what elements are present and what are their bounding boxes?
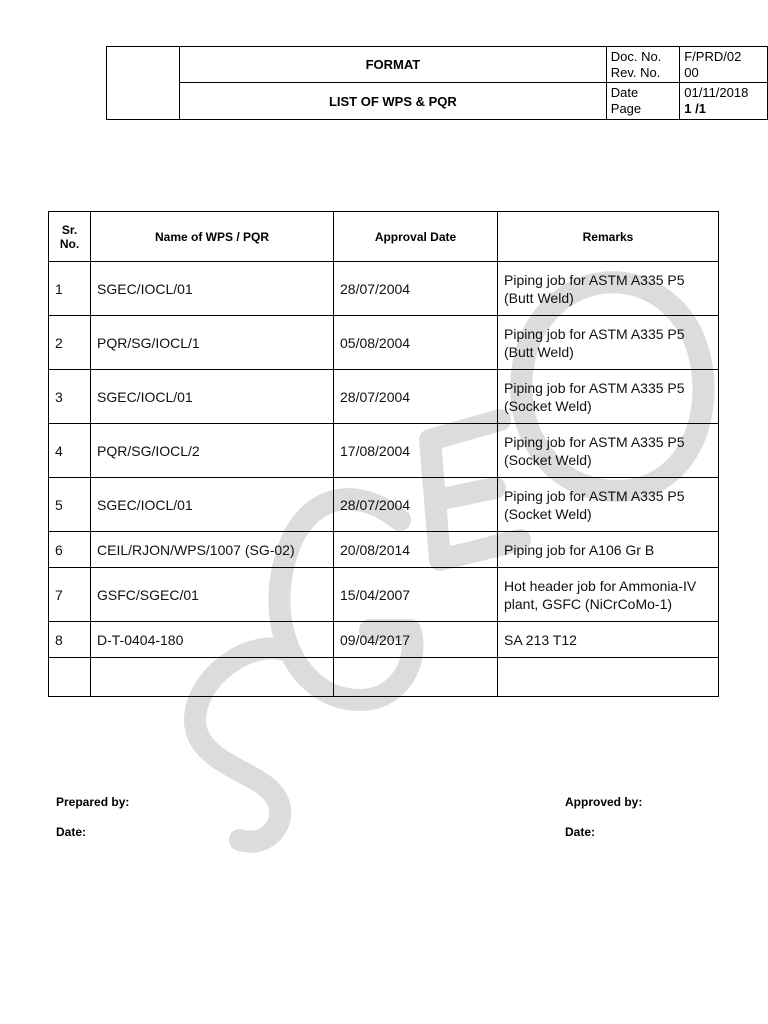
cell-date: 05/08/2004 [334,316,498,370]
format-title: FORMAT [179,47,606,83]
table-row [49,622,719,658]
prepared-date-label: Date: [56,825,87,839]
page-number: 1 /1 [684,101,706,116]
cell-name: SGEC/IOCL/01 [91,370,334,424]
table-row [49,532,719,568]
cell-date: 28/07/2004 [334,370,498,424]
table-row [49,316,719,370]
meta-labels-top: Doc. No. Rev. No. [606,47,679,83]
meta-values-bottom: 01/11/2018 1 /1 [680,83,768,120]
approved-by-label: Approved by: [565,795,643,809]
cell-name: CEIL/RJON/WPS/1007 (SG-02) [91,532,334,568]
document-header [106,46,768,120]
col-header-remarks: Remarks [498,212,719,262]
prepared-by-label: Prepared by: [56,795,130,809]
logo-cell [107,47,180,120]
cell-sr: 4 [49,424,91,478]
cell-date: 20/08/2014 [334,532,498,568]
approved-date-label: Date: [565,825,596,839]
cell-name: D-T-0404-180 [91,622,334,658]
table-row [49,262,719,316]
cell-name: SGEC/IOCL/01 [91,478,334,532]
wps-pqr-table [48,211,719,697]
table-row-empty [49,658,719,697]
format-subtitle: LIST OF WPS & PQR [179,83,606,120]
cell-date: 15/04/2007 [334,568,498,622]
cell-remarks: Piping job for ASTM A335 P5 (Butt Weld) [498,316,719,370]
cell-name: GSFC/SGEC/01 [91,568,334,622]
meta-values-top: F/PRD/02 00 [680,47,768,83]
cell-remarks: Hot header job for Ammonia-IV plant, GSFC (NiCrCoMo-1) [498,568,719,622]
cell-date: 28/07/2004 [334,262,498,316]
table-row [49,424,719,478]
cell-sr [49,658,91,697]
col-header-sr: Sr. No. [49,212,91,262]
cell-sr: 5 [49,478,91,532]
table-row [49,568,719,622]
col-header-date: Approval Date [334,212,498,262]
cell-remarks: Piping job for ASTM A335 P5 (Socket Weld) [498,478,719,532]
table-row [49,478,719,532]
cell-name [91,658,334,697]
cell-sr: 3 [49,370,91,424]
cell-remarks: Piping job for ASTM A335 P5 (Socket Weld) [498,370,719,424]
col-header-name: Name of WPS / PQR [91,212,334,262]
cell-remarks: Piping job for A106 Gr B [498,532,719,568]
cell-remarks: SA 213 T12 [498,622,719,658]
cell-sr: 1 [49,262,91,316]
cell-name: PQR/SG/IOCL/1 [91,316,334,370]
table-row [49,370,719,424]
cell-date [334,658,498,697]
cell-remarks: Piping job for ASTM A335 P5 (Socket Weld) [498,424,719,478]
cell-sr: 2 [49,316,91,370]
cell-name: SGEC/IOCL/01 [91,262,334,316]
table-header-row [49,212,719,262]
cell-remarks [498,658,719,697]
cell-name: PQR/SG/IOCL/2 [91,424,334,478]
cell-remarks: Piping job for ASTM A335 P5 (Butt Weld) [498,262,719,316]
cell-sr: 8 [49,622,91,658]
cell-date: 28/07/2004 [334,478,498,532]
meta-labels-bottom: Date Page [606,83,679,120]
cell-date: 17/08/2004 [334,424,498,478]
cell-date: 09/04/2017 [334,622,498,658]
cell-sr: 6 [49,532,91,568]
cell-sr: 7 [49,568,91,622]
